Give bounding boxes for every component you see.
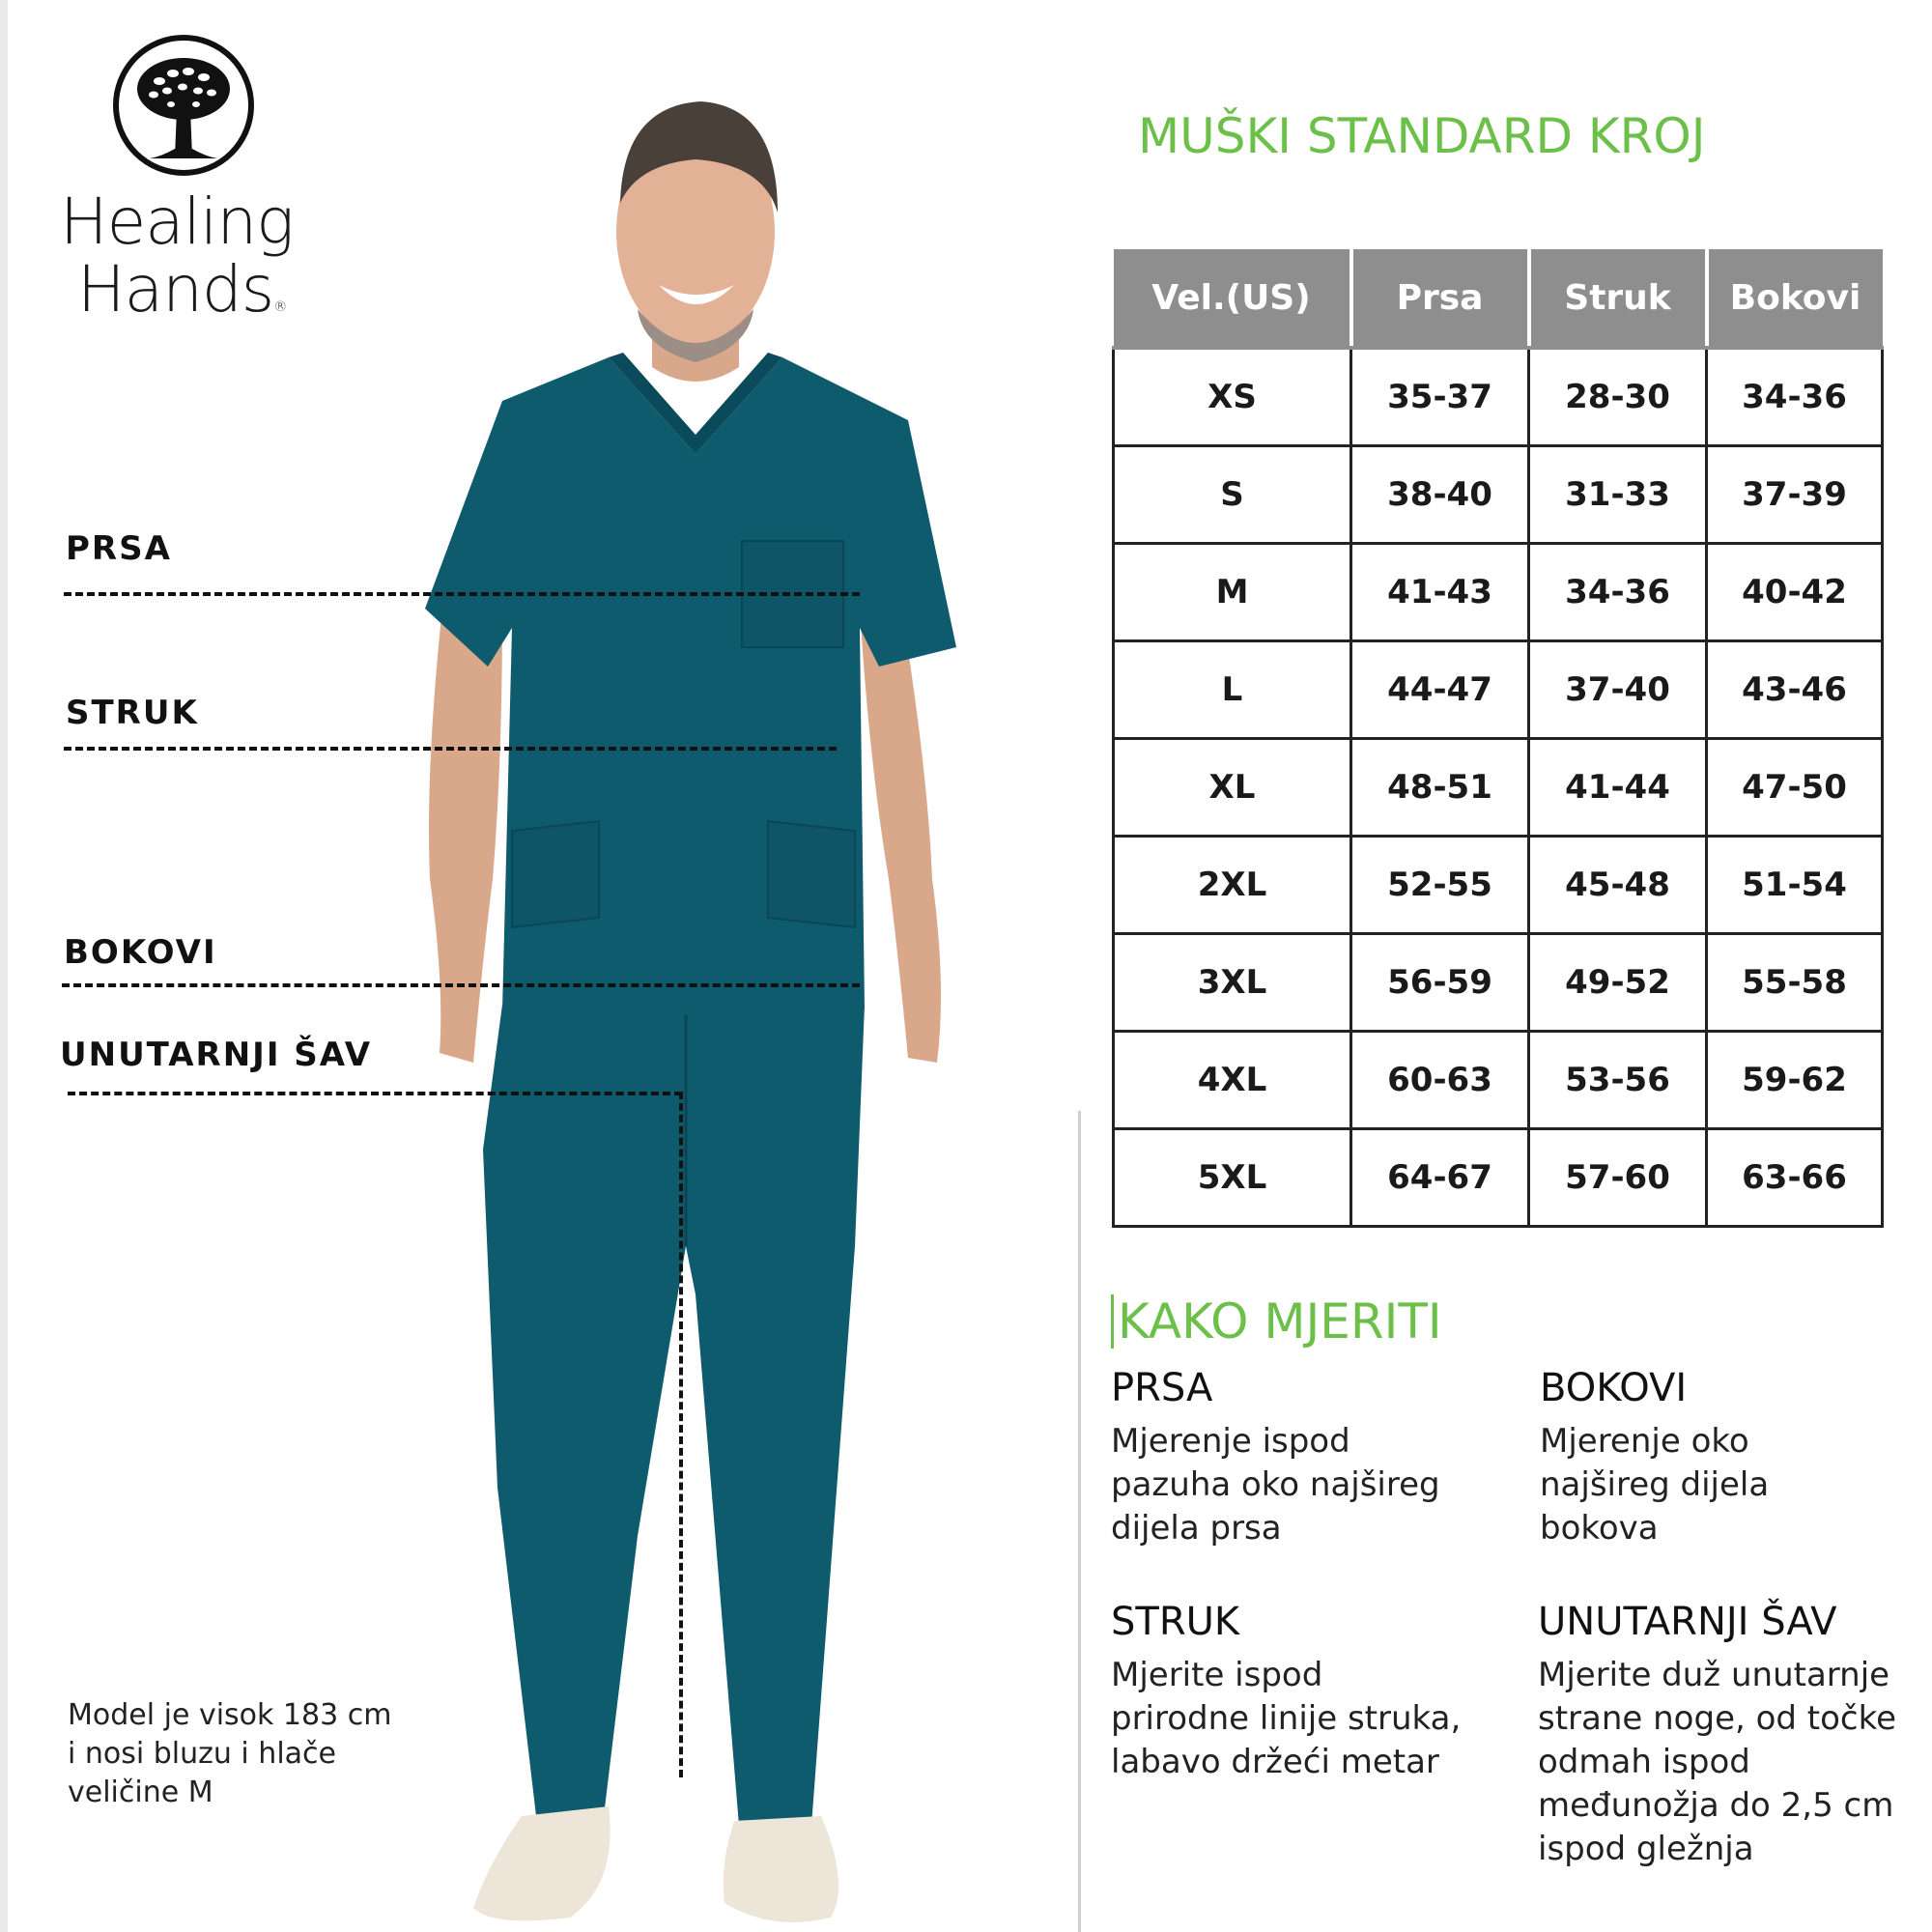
hips-cell: 55-58 [1707, 934, 1883, 1032]
table-row [1114, 641, 1883, 739]
chest-cell: 35-37 [1351, 348, 1529, 446]
page-left-edge [0, 0, 8, 1932]
inseam-vertical-guide [679, 1092, 683, 1777]
brand-name-line2: Hands [77, 252, 274, 327]
model-note: Model je visok 183 cm i nosi bluzu i hlače veličine M [68, 1698, 392, 1809]
how-to-measure-title: KAKO MJERITI [1111, 1294, 1442, 1349]
how-hips-block [1540, 1366, 1907, 1550]
header-waist: Struk [1529, 249, 1707, 348]
table-row [1114, 544, 1883, 641]
inseam-label: UNUTARNJI ŠAV [60, 1036, 373, 1074]
size-cell: 4XL [1114, 1032, 1351, 1129]
table-row [1114, 739, 1883, 837]
brand-logo-text [60, 185, 294, 341]
how-chest-text: Mjerenje ispod pazuha oko najšireg dijela prsa [1111, 1422, 1440, 1548]
waist-cell: 57-60 [1529, 1129, 1707, 1227]
waist-cell: 41-44 [1529, 739, 1707, 837]
header-hips: Bokovi [1707, 249, 1883, 348]
page-title: MUŠKI STANDARD KROJ [1138, 108, 1706, 164]
table-row [1114, 837, 1883, 934]
registered-mark: ® [273, 299, 287, 315]
hips-cell: 51-54 [1707, 837, 1883, 934]
how-chest-block [1111, 1366, 1478, 1550]
size-cell: 2XL [1114, 837, 1351, 934]
hips-cell: 59-62 [1707, 1032, 1883, 1129]
how-inseam-text: Mjerite duž unutarnje strane noge, od točke odmah ispod međunožja do 2,5 cm ispod gležnja [1538, 1656, 1897, 1868]
hips-cell: 37-39 [1707, 446, 1883, 544]
chest-cell: 38-40 [1351, 446, 1529, 544]
how-chest-heading: PRSA [1111, 1366, 1213, 1410]
chest-label: PRSA [66, 529, 172, 568]
waist-cell: 49-52 [1529, 934, 1707, 1032]
size-cell: XL [1114, 739, 1351, 837]
size-chart-table [1112, 249, 1884, 1228]
how-hips-heading: BOKOVI [1540, 1366, 1688, 1410]
chest-cell: 44-47 [1351, 641, 1529, 739]
table-row [1114, 1032, 1883, 1129]
hips-cell: 40-42 [1707, 544, 1883, 641]
header-chest: Prsa [1351, 249, 1529, 348]
brand-name-line1: Healing [60, 185, 294, 259]
size-cell: XS [1114, 348, 1351, 446]
size-cell: 3XL [1114, 934, 1351, 1032]
chest-guide-line [64, 592, 860, 596]
table-header-row [1114, 249, 1883, 348]
how-inseam-heading: UNUTARNJI ŠAV [1538, 1600, 1837, 1644]
hips-cell: 43-46 [1707, 641, 1883, 739]
inseam-guide-line [68, 1092, 682, 1095]
how-waist-text: Mjerite ispod prirodne linije struka, labavo držeći metar [1111, 1656, 1462, 1781]
how-waist-block [1111, 1600, 1478, 1784]
how-inseam-block [1538, 1600, 1924, 1871]
table-row [1114, 348, 1883, 446]
model-photo [406, 87, 1005, 1932]
size-cell: S [1114, 446, 1351, 544]
how-waist-heading: STRUK [1111, 1600, 1240, 1644]
hips-guide-line [62, 983, 860, 987]
chest-cell: 56-59 [1351, 934, 1529, 1032]
waist-cell: 45-48 [1529, 837, 1707, 934]
waist-cell: 34-36 [1529, 544, 1707, 641]
size-cell: M [1114, 544, 1351, 641]
table-row [1114, 1129, 1883, 1227]
size-cell: 5XL [1114, 1129, 1351, 1227]
hips-cell: 34-36 [1707, 348, 1883, 446]
hips-cell: 63-66 [1707, 1129, 1883, 1227]
chest-cell: 52-55 [1351, 837, 1529, 934]
header-size: Vel.(US) [1114, 249, 1351, 348]
hips-cell: 47-50 [1707, 739, 1883, 837]
table-row [1114, 446, 1883, 544]
size-cell: L [1114, 641, 1351, 739]
chest-cell: 41-43 [1351, 544, 1529, 641]
waist-cell: 28-30 [1529, 348, 1707, 446]
waist-cell: 53-56 [1529, 1032, 1707, 1129]
table-row [1114, 934, 1883, 1032]
waist-cell: 31-33 [1529, 446, 1707, 544]
hips-label: BOKOVI [64, 933, 217, 972]
how-hips-text: Mjerenje oko najšireg dijela bokova [1540, 1422, 1770, 1548]
waist-label: STRUK [66, 694, 199, 732]
section-divider [1078, 1111, 1081, 1932]
chest-cell: 48-51 [1351, 739, 1529, 837]
waist-cell: 37-40 [1529, 641, 1707, 739]
waist-guide-line [64, 747, 837, 751]
chest-cell: 64-67 [1351, 1129, 1529, 1227]
chest-cell: 60-63 [1351, 1032, 1529, 1129]
tree-icon [111, 33, 256, 178]
